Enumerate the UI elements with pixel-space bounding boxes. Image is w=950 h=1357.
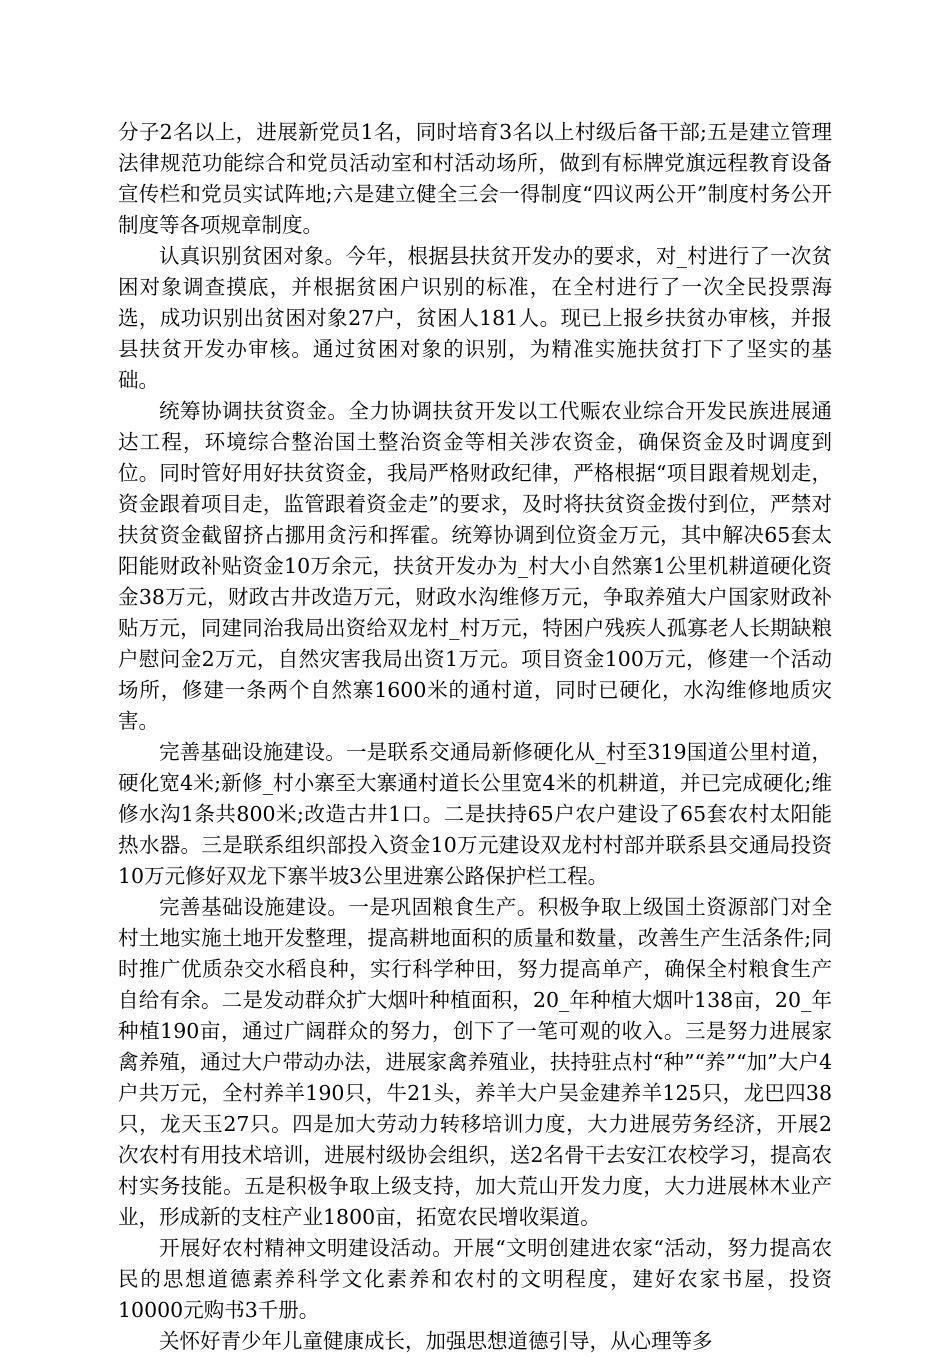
document-body [118,117,832,1357]
paragraph-party-building: 分子2名以上，进展新党员1名，同时培育3名以上村级后备干部;五是建立管理法律规范功能综合和党员活动室和村活动场所，做到有标牌党旗远程教育设备宣传栏和党员实试阵地;六是建立健全三会一得制度“四议两公开”制度村务公开制度等各项规章制度。 [118,120,832,237]
paragraph-identify-poor: 认真识别贫困对象。今年，根据县扶贫开发办的要求，对_村进行了一次贫困对象调查摸底，并根据贫困户识别的标准，在全村进行了一次全民投票海选，成功识别出贫困对象27户，贫困人181人。现已上报乡扶贫办审核，并报县扶贫开发办审核。通过贫困对象的识别，为精准实施扶贫打下了坚实的基础。 [118,244,832,392]
paragraph-infrastructure: 完善基础设施建设。一是联系交通局新修硬化从_村至319国道公里村道，硬化宽4米;新修_村小寨至大寨通村道长公里宽4米的机耕道，并已完成硬化;维修水沟1条共800米;改造古井1口。二是扶持65户农户建设了65套农村太阳能热水器。三是联系组织部投入资金10万元建设双龙村村部并联系县交通局投资10万元修好双龙下寨半坡3公里进寨公路保护栏工程。 [118,740,832,888]
paragraph-spiritual-civilization: 开展好农村精神文明建设活动。开展“文明创建进农家“活动，努力提高农民的思想道德素养科学文化素养和农村的文明程度，建好农家书屋，投资10000元购书3千册。 [118,1236,832,1322]
paragraph-poverty-funds: 统筹协调扶贫资金。全力协调扶贫开发以工代赈农业综合开发民族进展通达工程，环境综合整治国土整治资金等相关涉农资金，确保资金及时调度到位。同时管好用好扶贫资金，我局严格财政纪律，严格根据“项目跟着规划走，资金跟着项目走，监管跟着资金走”的要求，及时将扶贫资金拨付到位，严禁对扶贫资金截留挤占挪用贪污和挥霍。统筹协调到位资金万元，其中解决65套太阳能财政补贴资金10万余元，扶贫开发办为_村大小自然寨1公里机耕道硬化资金38万元，财政古井改造万元，财政水沟维修万元，争取养殖大户国家财政补贴万元，同建同治我局出资给双龙村_村万元，特困户残疾人孤寡老人长期缺粮户慰问金2万元，自然灾害我局出资1万元。项目资金100万元，修建一个活动场所，修建一条两个自然寨1600米的通村道，同时已硬化，水沟维修地质灾害。 [118,399,832,733]
paragraph-industry-development: 完善基础设施建设。一是巩固粮食生产。积极争取上级国土资源部门对全村土地实施土地开发整理，提高耕地面积的质量和数量，改善生产生活条件;同时推广优质杂交水稻良种，实行科学种田，努力提高单产，确保全村粮食生产自给有余。二是发动群众扩大烟叶种植面积，20_年种植大烟叶138亩，20_年种植190亩，通过广阔群众的努力，创下了一笔可观的收入。三是努力进展家禽养殖，通过大户带动办法，进展家禽养殖业，扶持驻点村“种”“养”“加”大户4户共万元，全村养羊190只，牛21头，养羊大户吴金建养羊125只，龙巴四38只，龙天玉27只。四是加大劳动力转移培训力度，大力进展劳务经济，开展2次农村有用技术培训，进展村级协会组织，送2名骨干去安江农校学习，提高农村实务技能。五是积极争取上级支持，加大荒山开发力度，大力进展林木业产业，形成新的支柱产业1800亩，拓宽农民增收渠道。 [118,895,832,1229]
paragraph-youth-care: 关怀好青少年儿童健康成长，加强思想道德引导，从心理等多 [159,1329,713,1353]
